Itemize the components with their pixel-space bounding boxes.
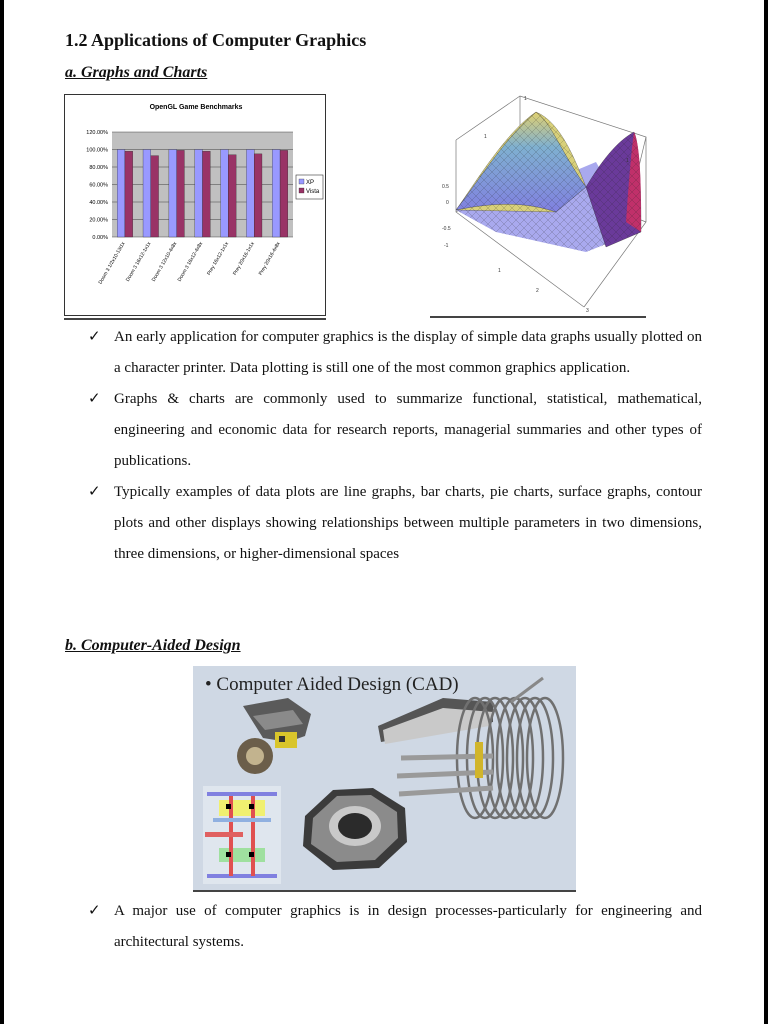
page-edge-left [0, 0, 4, 1024]
svg-text:1: 1 [524, 96, 527, 102]
bar-xp [143, 150, 151, 238]
y-tick-label: 20.00% [89, 217, 108, 224]
cad-title: • Computer Aided Design (CAD) [205, 674, 459, 695]
svg-text:2: 2 [536, 288, 539, 294]
svg-text:1: 1 [484, 134, 487, 140]
figure-rule-cad [193, 890, 576, 892]
chart-title: OpenGL Game Benchmarks [149, 104, 243, 111]
bar-vista [254, 154, 262, 237]
bar-xp [169, 150, 177, 238]
bullet-item: ✓ Graphs & charts are commonly used to summarize functional, statistical, mathematical, engineering and economic data for research reports, managerial summaries and other types of publications. [86, 384, 702, 477]
legend-label: XP [306, 180, 315, 186]
x-tick-label: Prey 20x16-4x8x [257, 241, 282, 277]
bullet-item: ✓ An early application for computer graphics is the display of simple data graphs usually plotted on a character printer. Data plotting is still one of the most common graphics application. [86, 322, 702, 384]
legend-swatch [299, 188, 304, 193]
x-tick-label: Doom 3 12x10-4x8x [150, 241, 179, 283]
bar-xp [246, 150, 254, 238]
svg-text:-1: -1 [444, 243, 449, 249]
check-icon: ✓ [88, 391, 101, 407]
bar-vista [203, 151, 211, 237]
y-tick-label: 80.00% [89, 165, 108, 171]
section-a-title: a. Graphs and Charts [65, 64, 208, 81]
bar-vista [280, 150, 288, 237]
y-tick-label: 0.00% [92, 235, 108, 241]
x-tick-label: Doom 3 1/2x10-13t1x [97, 241, 127, 286]
bar-vista [125, 151, 133, 237]
page-edge-right [764, 0, 768, 1024]
bullet-item: ✓ Typically examples of data plots are line graphs, bar charts, pie charts, surface graphs, contour plots and other displays showing relationships between multiple parameters in two dimensions, three dimensions, or higher-dimensional spaces [86, 477, 702, 570]
legend-swatch [299, 179, 304, 184]
page-title: 1.2 Applications of Computer Graphics [65, 30, 367, 50]
svg-text:0: 0 [446, 200, 449, 206]
bar-vista [228, 155, 236, 237]
x-tick-label: Doom 3 16x12-1x1x [124, 241, 153, 283]
check-icon: ✓ [88, 903, 101, 919]
bullet-item: ✓ A major use of computer graphics is in design processes-particularly for engineering and architectural systems. [86, 896, 702, 958]
benchmark-chart [64, 94, 326, 316]
svg-text:-0.5: -0.5 [442, 226, 451, 232]
y-tick-label: 120.00% [86, 130, 108, 136]
x-tick-label: Prey 16x12-1x1x [206, 241, 231, 277]
y-tick-label: 40.00% [89, 200, 108, 206]
x-tick-label: Doom 3 16x12-4x8x [176, 241, 205, 283]
bar-vista [177, 150, 185, 237]
y-tick-label: 100.00% [86, 147, 108, 154]
cad-figure [193, 666, 576, 890]
x-tick-label: Prey 20x16-1x1x [231, 241, 256, 277]
svg-text:1: 1 [498, 268, 501, 274]
surface-mesh [456, 112, 641, 252]
svg-text:0.5: 0.5 [442, 184, 449, 190]
svg-text:3: 3 [586, 308, 589, 314]
bar-xp [221, 150, 229, 238]
legend-box [296, 175, 323, 199]
bar-xp [195, 150, 203, 238]
svg-text:1: 1 [626, 158, 629, 164]
check-icon: ✓ [88, 329, 101, 345]
bar-xp [272, 150, 280, 238]
legend-label: Vista [306, 189, 320, 195]
bar-xp [117, 150, 125, 238]
check-icon: ✓ [88, 484, 101, 500]
circuit-layout-image [203, 786, 281, 884]
bar-vista [151, 156, 159, 237]
bullet-list-a [86, 322, 702, 570]
figure-rule-left [64, 318, 326, 320]
figure-rule-right [430, 316, 646, 318]
y-tick-label: 60.00% [89, 182, 108, 189]
section-b-title: b. Computer-Aided Design [65, 637, 241, 654]
bullet-list-b [86, 896, 702, 958]
surface-plot [436, 92, 648, 314]
